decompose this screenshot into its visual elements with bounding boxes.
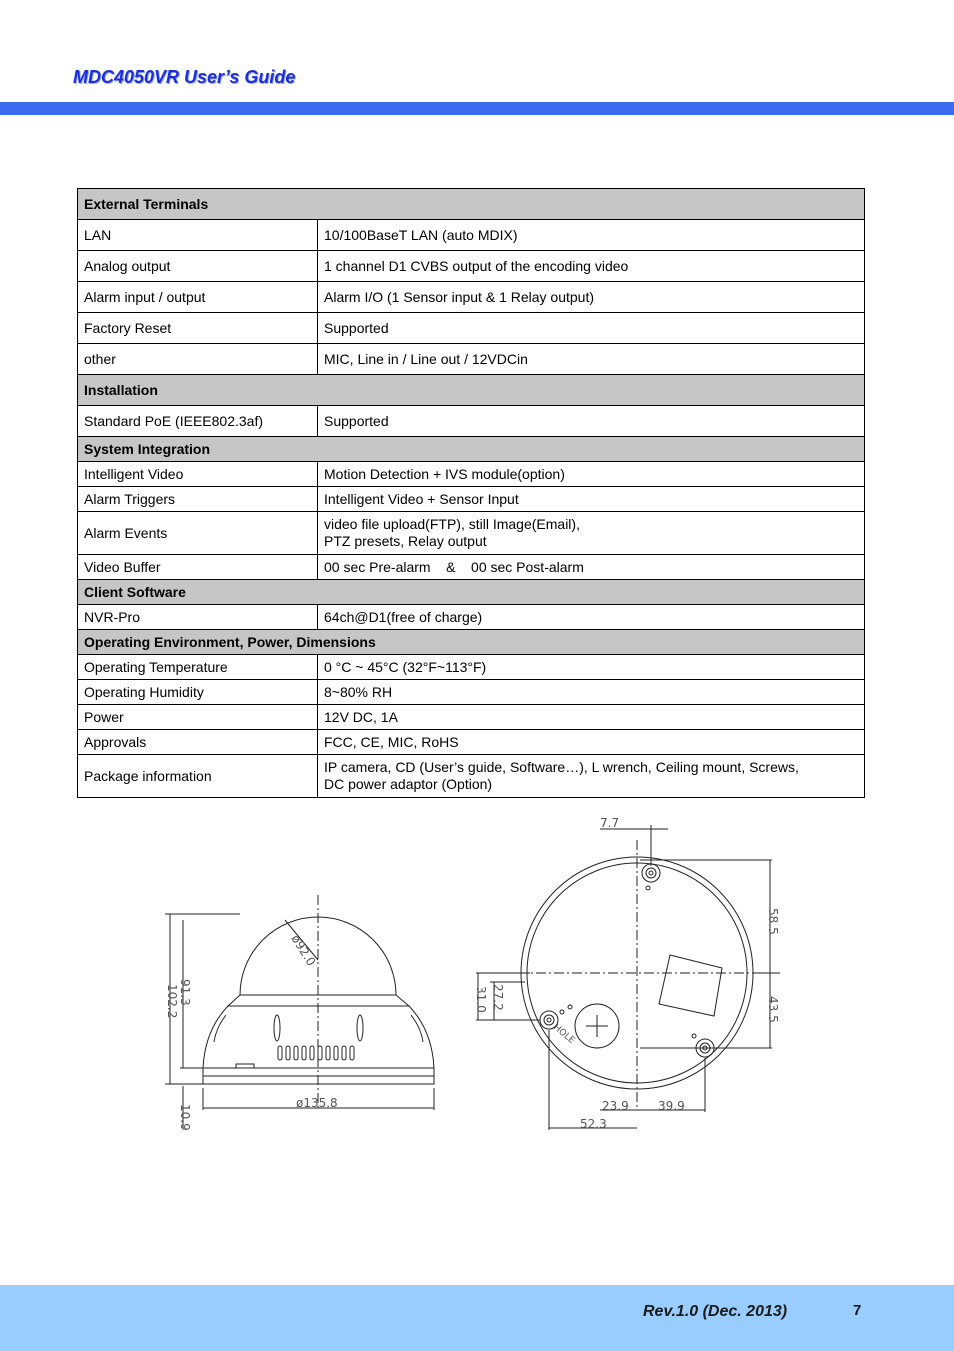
spec-label: Factory Reset (78, 313, 318, 344)
spec-value: FCC, CE, MIC, RoHS (318, 730, 865, 755)
dim-dome-diameter: ø92.0 (288, 932, 319, 969)
spec-value-line-2: PTZ presets, Relay output (324, 533, 487, 549)
spec-label: Alarm Triggers (78, 487, 318, 512)
table-row (78, 705, 865, 730)
dim-base-height: 10.9 (178, 1104, 192, 1131)
spec-label: Standard PoE (IEEE802.3af) (78, 406, 318, 437)
spec-value (318, 512, 865, 555)
spec-value (318, 755, 865, 798)
table-row (78, 755, 865, 798)
dim-height-outer: 102.2 (165, 984, 179, 1019)
spec-value: 8~80% RH (318, 680, 865, 705)
section-header (78, 437, 865, 462)
table-row (78, 251, 865, 282)
header-rule (0, 102, 954, 115)
spec-label: NVR-Pro (78, 605, 318, 630)
table-row (78, 462, 865, 487)
table-row (78, 313, 865, 344)
table-row (78, 555, 865, 580)
spec-value-line-1: IP camera, CD (User’s guide, Software…), L wrench, Ceiling mount, Screws, (324, 759, 799, 775)
spec-label: Alarm input / output (78, 282, 318, 313)
dim-right-lower: 43.5 (766, 996, 780, 1023)
table-row (78, 220, 865, 251)
spec-value: MIC, Line in / Line out / 12VDCin (318, 344, 865, 375)
table-row (78, 605, 865, 630)
spec-label: Package information (78, 755, 318, 798)
spec-value: Supported (318, 406, 865, 437)
spec-label: Intelligent Video (78, 462, 318, 487)
table-row (78, 512, 865, 555)
section-title: Operating Environment, Power, Dimensions (78, 630, 865, 655)
dim-top: 7.7 (600, 816, 620, 830)
vent-slots (278, 1046, 354, 1060)
spec-label: Video Buffer (78, 555, 318, 580)
section-title: Installation (78, 375, 865, 406)
table-row (78, 406, 865, 437)
spec-label: Operating Temperature (78, 655, 318, 680)
spec-value: 0 °C ~ 45°C (32°F~113°F) (318, 655, 865, 680)
table-row (78, 655, 865, 680)
section-header (78, 630, 865, 655)
side-view (165, 895, 434, 1128)
spec-value: 00 sec Pre-alarm & 00 sec Post-alarm (318, 555, 865, 580)
spec-label: Operating Humidity (78, 680, 318, 705)
spec-label: other (78, 344, 318, 375)
section-title: System Integration (78, 437, 865, 462)
table-row (78, 730, 865, 755)
spec-value: Intelligent Video + Sensor Input (318, 487, 865, 512)
spec-value: Supported (318, 313, 865, 344)
revision-label: Rev.1.0 (Dec. 2013) (643, 1303, 788, 1320)
spec-value: Alarm I/O (1 Sensor input & 1 Relay output) (318, 282, 865, 313)
spec-value: 64ch@D1(free of charge) (318, 605, 865, 630)
section-title: External Terminals (78, 189, 865, 220)
spec-value-line-1: video file upload(FTP), still Image(Email), (324, 516, 580, 532)
dim-height-inner: 91.3 (178, 979, 192, 1006)
bottom-view (476, 825, 780, 1130)
section-header (78, 189, 865, 220)
dim-left-outer: 31.0 (474, 986, 488, 1013)
spec-label: LAN (78, 220, 318, 251)
spec-table (77, 188, 865, 798)
table-row (78, 487, 865, 512)
dim-left-inner: 27.2 (491, 984, 505, 1011)
spec-value: 10/100BaseT LAN (auto MDIX) (318, 220, 865, 251)
spec-value: 1 channel D1 CVBS output of the encoding video (318, 251, 865, 282)
table-row (78, 680, 865, 705)
dim-bottom-total: 52.3 (580, 1117, 607, 1131)
hole-marking: HOLE (551, 1022, 577, 1047)
table-row (78, 282, 865, 313)
spec-label: Power (78, 705, 318, 730)
dim-width: ø135.8 (296, 1096, 338, 1110)
document-title: MDC4050VR User’s Guide (73, 67, 296, 87)
dim-bottom-left: 23.9 (602, 1099, 629, 1113)
spec-value: 12V DC, 1A (318, 705, 865, 730)
dimension-drawing (0, 810, 954, 1140)
table-row (78, 344, 865, 375)
section-header (78, 375, 865, 406)
spec-value-line-2: DC power adaptor (Option) (324, 776, 493, 792)
page-number: 7 (853, 1302, 862, 1319)
dim-right-upper: 58.5 (766, 908, 780, 935)
spec-value: Motion Detection + IVS module(option) (318, 462, 865, 487)
spec-label: Approvals (78, 730, 318, 755)
footer-bar (0, 1285, 954, 1351)
section-header (78, 580, 865, 605)
spec-label: Analog output (78, 251, 318, 282)
spec-label: Alarm Events (78, 512, 318, 555)
section-title: Client Software (78, 580, 865, 605)
dim-bottom-right: 39.9 (658, 1099, 685, 1113)
